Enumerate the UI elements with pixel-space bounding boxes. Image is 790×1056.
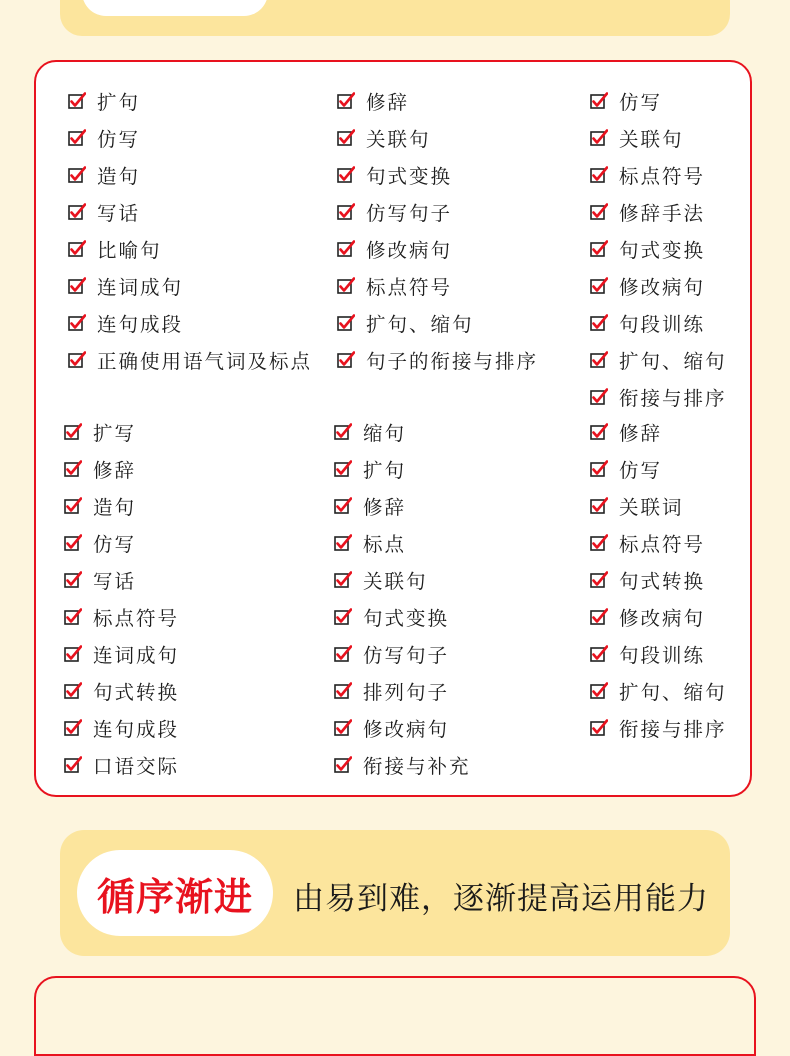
checkbox-checked-icon [334, 497, 352, 515]
checklist-item-label: 写话 [93, 570, 137, 593]
checklist-item [334, 419, 406, 445]
feature-title-pill [77, 850, 273, 936]
checkbox-checked-icon [64, 460, 82, 478]
checklist-item-label: 正确使用语气词及标点 [97, 350, 313, 373]
checklist-item [337, 125, 431, 151]
checklist-item [64, 752, 179, 778]
checklist-item-label: 扩句、缩句 [619, 681, 727, 704]
checklist-item-label: 仿写句子 [363, 644, 450, 667]
checklist-item-label: 仿写句子 [366, 202, 453, 225]
checklist-item-label: 连句成段 [97, 313, 184, 336]
checklist-item-label: 扩写 [93, 422, 137, 445]
checklist-item [334, 530, 406, 556]
checklist-item-label: 修辞 [363, 496, 407, 519]
checkbox-checked-icon [334, 682, 352, 700]
checkbox-checked-icon [64, 423, 82, 441]
checkbox-checked-icon [590, 645, 608, 663]
checklist-item-label: 修改病句 [366, 239, 453, 262]
checklist-item-label: 关联句 [363, 570, 428, 593]
checkbox-checked-icon [337, 129, 355, 147]
checklist-item [68, 199, 140, 225]
checklist-item-label: 写话 [97, 202, 141, 225]
checklist-item-label: 衔接与补充 [363, 755, 471, 778]
checklist-item-label: 标点符号 [93, 607, 180, 630]
checklist-item [64, 493, 136, 519]
checklist-item-label: 修改病句 [619, 607, 706, 630]
checklist-item-label: 修改病句 [619, 276, 706, 299]
checklist-item [68, 125, 140, 151]
checkbox-checked-icon [334, 571, 352, 589]
checkbox-checked-icon [68, 351, 86, 369]
checklist-item-label: 连词成句 [97, 276, 184, 299]
checklist-item-label: 口语交际 [93, 755, 180, 778]
checklist-item-label: 扩句 [363, 459, 407, 482]
checklist-item [337, 236, 452, 262]
checkbox-checked-icon [68, 314, 86, 332]
checkbox-checked-icon [68, 277, 86, 295]
checklist-item [337, 88, 409, 114]
checklist-item-label: 句段训练 [619, 313, 706, 336]
checkbox-checked-icon [334, 423, 352, 441]
checklist-item [334, 715, 449, 741]
checklist-item-label: 比喻句 [97, 239, 162, 262]
checklist-item-label: 修辞手法 [619, 202, 706, 225]
checklist-item-label: 造句 [97, 165, 141, 188]
checklist-item [590, 604, 705, 630]
checklist-item [337, 347, 538, 373]
checklist-item [334, 752, 471, 778]
checklist-item [64, 641, 179, 667]
checkbox-checked-icon [334, 534, 352, 552]
checklist-item-label: 衔接与排序 [619, 387, 727, 410]
checkbox-checked-icon [590, 314, 608, 332]
checklist-item [68, 347, 312, 373]
feature-title: 循序渐进 [96, 873, 253, 919]
checkbox-checked-icon [68, 129, 86, 147]
checkbox-checked-icon [64, 682, 82, 700]
checkbox-checked-icon [64, 534, 82, 552]
checklist-item [64, 419, 136, 445]
checkbox-checked-icon [590, 608, 608, 626]
checkbox-checked-icon [334, 645, 352, 663]
checklist-item-label: 修辞 [619, 422, 663, 445]
top-banner-pill [82, 0, 268, 16]
checklist-item [590, 493, 684, 519]
checklist-item [64, 715, 179, 741]
checklist-item [334, 604, 449, 630]
next-card [34, 976, 756, 1056]
checklist-item [590, 567, 705, 593]
checklist-item [590, 347, 727, 373]
checklist-item [334, 678, 449, 704]
checkbox-checked-icon [337, 314, 355, 332]
checkbox-checked-icon [337, 92, 355, 110]
checklist-item-label: 句式变换 [366, 165, 453, 188]
checklist-item [334, 641, 449, 667]
checklist-item [334, 493, 406, 519]
checklist-item [64, 530, 136, 556]
checklist-item [64, 678, 179, 704]
checkbox-checked-icon [590, 682, 608, 700]
checklist-item-label: 造句 [93, 496, 137, 519]
checkbox-checked-icon [334, 756, 352, 774]
checklist-item [590, 236, 705, 262]
checklist-item [590, 530, 705, 556]
checklist-item [64, 604, 179, 630]
checklist-item [334, 567, 428, 593]
checklist-item-label: 仿写 [93, 533, 137, 556]
checklist-item [590, 88, 662, 114]
checkbox-checked-icon [590, 277, 608, 295]
checklist-item [68, 236, 162, 262]
checkbox-checked-icon [64, 571, 82, 589]
checkbox-checked-icon [590, 351, 608, 369]
checklist-item-label: 衔接与排序 [619, 718, 727, 741]
checklist-item-label: 修辞 [366, 91, 410, 114]
checklist-item-label: 连词成句 [93, 644, 180, 667]
checkbox-checked-icon [68, 92, 86, 110]
checklist-item-label: 仿写 [97, 128, 141, 151]
checklist-item-label: 句式转换 [619, 570, 706, 593]
checkbox-checked-icon [68, 203, 86, 221]
checkbox-checked-icon [337, 240, 355, 258]
checkbox-checked-icon [64, 719, 82, 737]
checklist-item-label: 关联句 [366, 128, 431, 151]
checkbox-checked-icon [590, 388, 608, 406]
checklist-item [590, 273, 705, 299]
feature-tagline: 由易到难，逐渐提高运用能力 [293, 881, 709, 917]
checklist-item [590, 310, 705, 336]
checklist-item-label: 修改病句 [363, 718, 450, 741]
checklist-item-label: 关联句 [619, 128, 684, 151]
checkbox-checked-icon [68, 166, 86, 184]
checklist-item [334, 456, 406, 482]
checkbox-checked-icon [590, 240, 608, 258]
checklist-item-label: 扩句、缩句 [619, 350, 727, 373]
checkbox-checked-icon [64, 756, 82, 774]
checkbox-checked-icon [334, 460, 352, 478]
checklist-item-label: 修辞 [93, 459, 137, 482]
checklist-item-label: 仿写 [619, 91, 663, 114]
checklist-item [590, 199, 705, 225]
checkbox-checked-icon [590, 92, 608, 110]
checkbox-checked-icon [590, 129, 608, 147]
checklist-item-label: 排列句子 [363, 681, 450, 704]
checklist-item [337, 162, 452, 188]
checklist-item [68, 162, 140, 188]
checklist-item-label: 标点符号 [619, 165, 706, 188]
checkbox-checked-icon [337, 166, 355, 184]
checkbox-checked-icon [337, 351, 355, 369]
checklist-item-label: 句式变换 [619, 239, 706, 262]
checklist-item-label: 句式转换 [93, 681, 180, 704]
checkbox-checked-icon [590, 571, 608, 589]
checklist-item-label: 标点 [363, 533, 407, 556]
top-banner-remnant [60, 0, 730, 36]
checklist-item [337, 273, 452, 299]
checklist-item-label: 连句成段 [93, 718, 180, 741]
checklist-item-label: 标点符号 [619, 533, 706, 556]
checkbox-checked-icon [590, 534, 608, 552]
checkbox-checked-icon [64, 497, 82, 515]
checkbox-checked-icon [590, 423, 608, 441]
checklist-item [64, 456, 136, 482]
checklist-item-label: 关联词 [619, 496, 684, 519]
checklist-item [590, 384, 727, 410]
checklist-item [68, 310, 183, 336]
checkbox-checked-icon [590, 166, 608, 184]
checklist-item [590, 456, 662, 482]
checkbox-checked-icon [590, 203, 608, 221]
checklist-item [590, 715, 727, 741]
checklist-item-label: 句子的衔接与排序 [366, 350, 539, 373]
checklist-item [64, 567, 136, 593]
checklist-item [337, 310, 474, 336]
checkbox-checked-icon [337, 277, 355, 295]
checkbox-checked-icon [334, 719, 352, 737]
checkbox-checked-icon [590, 719, 608, 737]
checklist-item [590, 125, 684, 151]
checkbox-checked-icon [590, 460, 608, 478]
topics-card [34, 60, 752, 797]
checkbox-checked-icon [68, 240, 86, 258]
checklist-item-label: 句式变换 [363, 607, 450, 630]
checkbox-checked-icon [590, 497, 608, 515]
checklist-item-label: 扩句、缩句 [366, 313, 474, 336]
checklist-item-label: 仿写 [619, 459, 663, 482]
checkbox-checked-icon [64, 608, 82, 626]
checklist-item-label: 标点符号 [366, 276, 453, 299]
checklist-item-label: 缩句 [363, 422, 407, 445]
checkbox-checked-icon [334, 608, 352, 626]
checklist-item [590, 419, 662, 445]
feature-banner [60, 830, 730, 956]
checklist-item [590, 162, 705, 188]
checklist-item [337, 199, 452, 225]
checklist-item [590, 641, 705, 667]
checklist-item [68, 88, 140, 114]
checkbox-checked-icon [64, 645, 82, 663]
checklist-item [68, 273, 183, 299]
checkbox-checked-icon [337, 203, 355, 221]
checklist-item-label: 扩句 [97, 91, 141, 114]
checklist-item [590, 678, 727, 704]
checklist-item-label: 句段训练 [619, 644, 706, 667]
